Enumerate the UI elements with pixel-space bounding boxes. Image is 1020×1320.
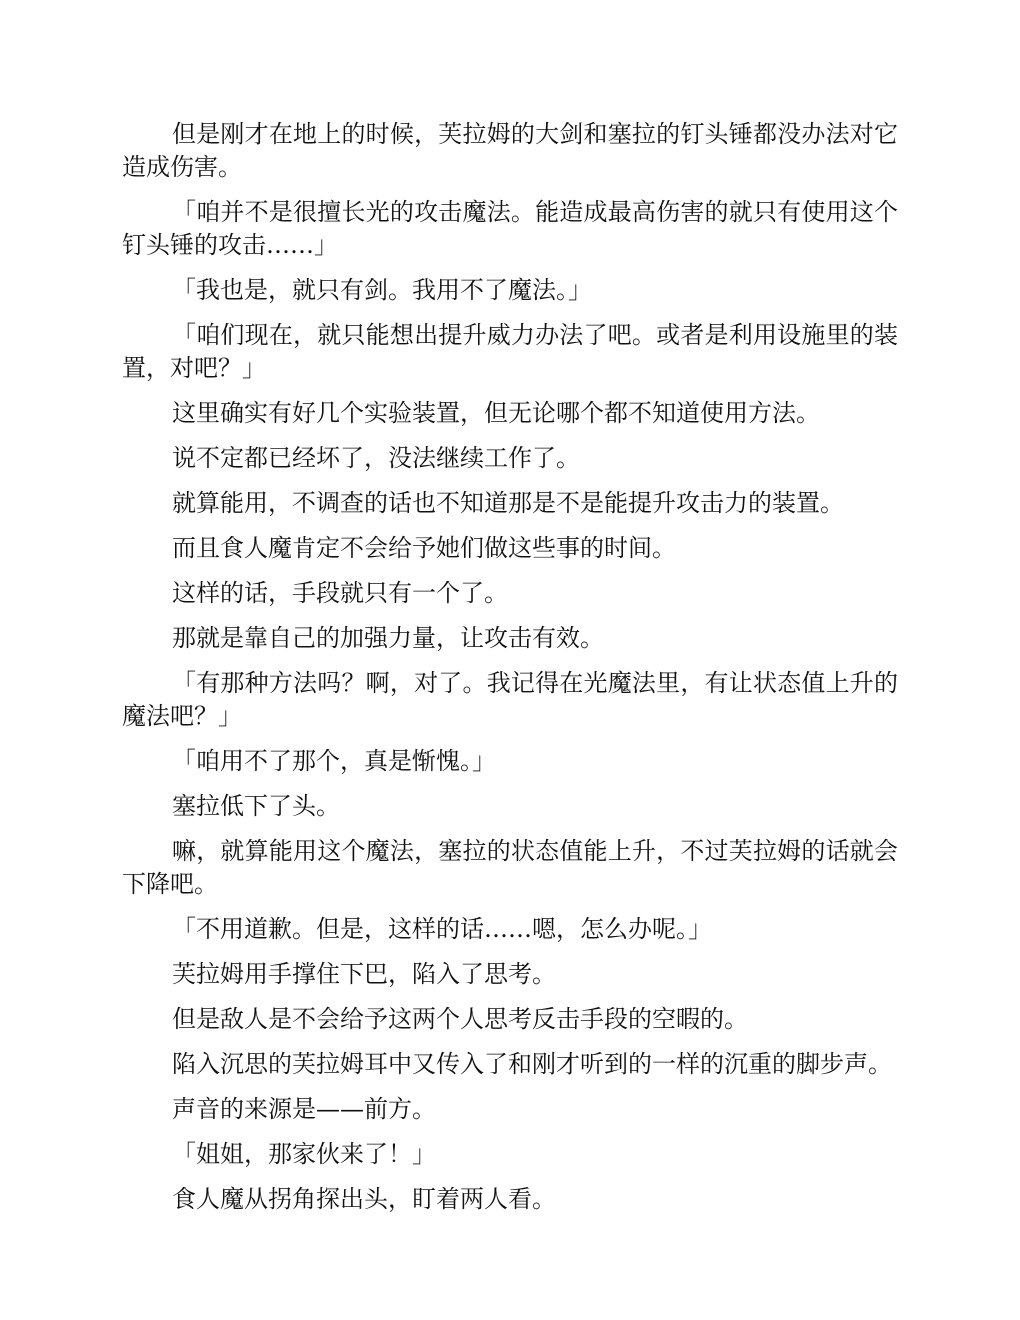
paragraph: 声音的来源是——前方。 — [172, 1095, 436, 1123]
paragraph: 「不用道歉。但是，这样的话……嗯，怎么办呢。」 — [172, 915, 712, 943]
paragraph: 但是敌人是不会给予这两个人思考反击手段的空暇的。 — [172, 1005, 748, 1033]
paragraph: 那就是靠自己的加强力量，让攻击有效。 — [172, 624, 604, 652]
paragraph: 但是刚才在地上的时候，芙拉姆的大剑和塞拉的钉头锤都没办法对它造成伤害。 — [122, 120, 898, 181]
paragraph: 食人魔从拐角探出头，盯着两人看。 — [172, 1185, 556, 1213]
paragraph: 芙拉姆用手撑住下巴，陷入了思考。 — [172, 960, 556, 988]
paragraph: 塞拉低下了头。 — [172, 792, 340, 820]
paragraph: 就算能用，不调查的话也不知道那是不是能提升攻击力的装置。 — [172, 489, 844, 517]
paragraph: 而且食人魔肯定不会给予她们做这些事的时间。 — [172, 534, 676, 562]
document-page — [122, 118, 898, 1228]
paragraph: 「咱们现在，就只能想出提升威力办法了吧。或者是利用设施里的装置，对吧？」 — [122, 321, 898, 382]
paragraph: 「姐姐，那家伙来了！」 — [172, 1140, 436, 1168]
paragraph: 「我也是，就只有剑。我用不了魔法。」 — [172, 276, 592, 304]
paragraph: 这里确实有好几个实验装置，但无论哪个都不知道使用方法。 — [172, 399, 820, 427]
paragraph: 这样的话，手段就只有一个了。 — [172, 579, 508, 607]
paragraph: 「咱并不是很擅长光的攻击魔法。能造成最高伤害的就只有使用这个钉头锤的攻击……」 — [122, 198, 898, 259]
paragraph: 「有那种方法吗？啊，对了。我记得在光魔法里，有让状态值上升的魔法吧？」 — [122, 669, 898, 730]
paragraph: 嘛，就算能用这个魔法，塞拉的状态值能上升，不过芙拉姆的话就会下降吧。 — [122, 837, 898, 898]
paragraph: 说不定都已经坏了，没法继续工作了。 — [172, 444, 580, 472]
paragraph: 陷入沉思的芙拉姆耳中又传入了和刚才听到的一样的沉重的脚步声。 — [172, 1050, 892, 1078]
paragraph: 「咱用不了那个，真是惭愧。」 — [172, 747, 496, 775]
